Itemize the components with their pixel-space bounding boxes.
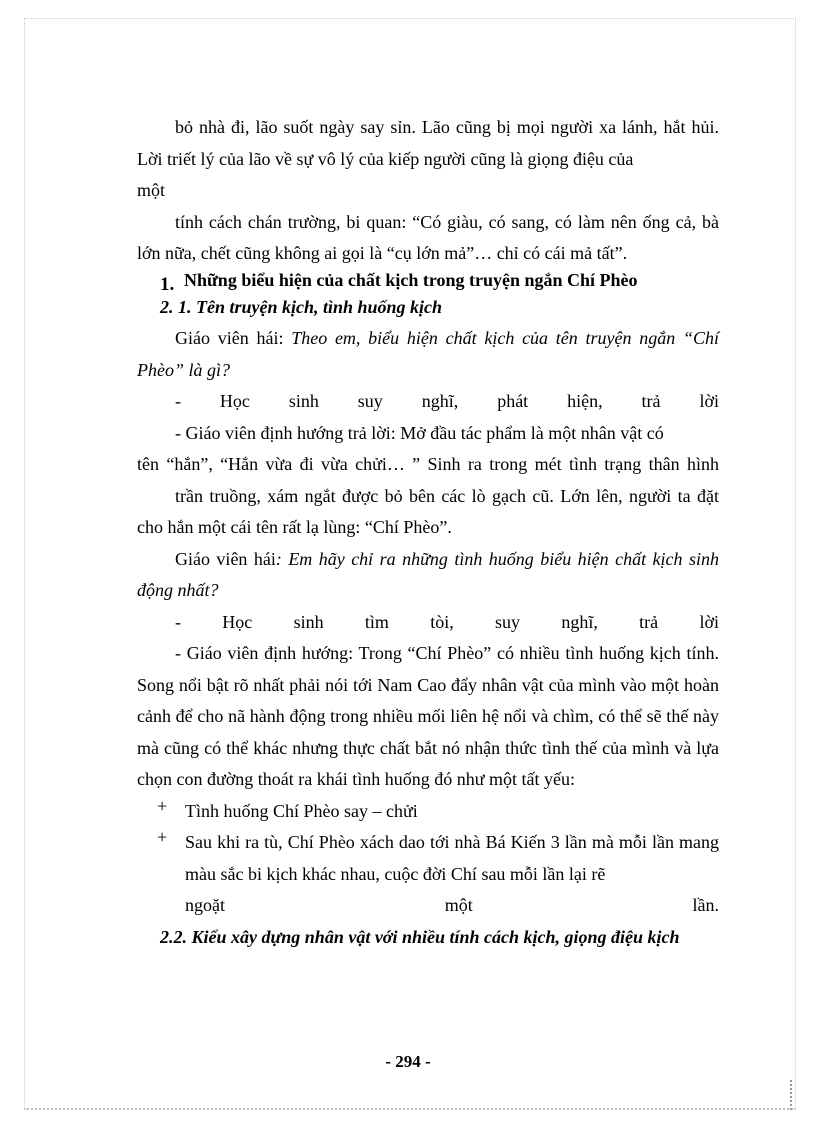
bullet-text-end: ngoặt một lần. (185, 895, 719, 915)
question-text: Theo em, biểu hiện chất kịch của tên truyện ngắn “Chí Phèo” là gì? (137, 328, 720, 380)
paragraph-2: tính cách chán trường, bi quan: “Có giàu, có sang, có làm nên ống cả, bà lớn nữa, chết cũng không ai gọi là “cụ lớn mả”… chỉ có cái mả tất”. (137, 211, 719, 263)
section-heading-1 (160, 269, 719, 295)
page-corner-mark (790, 1080, 800, 1110)
section-number: 1. (160, 273, 175, 295)
bullet-text: Tình huống Chí Phèo say – chửi (185, 800, 418, 821)
student-response-1: - Học sinh suy nghĩ, phát hiện, trả lời (175, 391, 719, 411)
question-label: Giáo viên hái (175, 548, 276, 569)
question-label: Giáo viên hái: (175, 328, 284, 348)
paragraph-1: bỏ nhà đi, lão suốt ngày say sỉn. Lão cũng bị mọi người xa lánh, hắt hủi. Lời triết lý của lão về sự vô lý của kiếp người cũng là giọng điệu của (137, 117, 719, 169)
teacher-answer-2: - Giáo viên định hướng: Trong “Chí Phèo” có nhiều tình huống kịch tính. Song nổi bật rõ nhất phải nói tới Nam Cao đẩy nhân vật của mình vào một hoàn cảnh để cho nã hành động trong nhiều mối liên hệ nổi và chìm, có thể sẽ thế này mà cũng có thể khác nhưng thực chất bắt nó nhận thức tình thế của mình và lựa chọn con đường thoát ra khái tình huống đó như một tất yếu: (137, 643, 719, 789)
teacher-answer-1-line-1: - Giáo viên định hướng trả lời: Mở đầu tác phẩm là một nhân vật có (175, 422, 664, 443)
bullet-item-2 (157, 827, 719, 922)
bullet-item-1 (157, 796, 719, 828)
teacher-answer-1-continued: trần truồng, xám ngắt được bỏ bên các lò gạch cũ. Lớn lên, người ta đặt cho hắn một cái tên rất lạ lùng: “Chí Phèo”. (137, 485, 719, 537)
subsection-heading-2-1: 2. 1. Tên truyện kịch, tình huống kịch (160, 296, 443, 317)
teacher-answer-1-line-2: tên “hắn”, “Hắn vừa đi vừa chửi… ” Sinh ra trong mét tình trạng thân hình (137, 454, 719, 474)
bullet-text: Sau khi ra tù, Chí Phèo xách dao tới nhà Bá Kiến 3 lần mà mỗi lần mang màu sắc bi kịch khác nhau, cuộc đời Chí sau mỗi lần lại rẽ (185, 832, 719, 884)
question-text: : Em hãy chỉ ra những tình huống biểu hiện chất kịch sinh động nhất? (137, 548, 719, 600)
subsection-heading-2-2: 2.2. Kiểu xây dựng nhân vật với nhiều tính cách kịch, giọng điệu kịch (160, 926, 680, 947)
student-response-2: - Học sinh tìm tòi, suy nghĩ, trả lời (175, 611, 719, 632)
teacher-question-2 (137, 544, 719, 607)
teacher-question-1 (137, 323, 719, 386)
bullet-mark: + (157, 795, 168, 816)
section-title: Những biểu hiện của chất kịch trong truyện ngắn Chí Phèo (184, 269, 638, 290)
paragraph-1-end: một (137, 180, 166, 200)
document-body (137, 112, 719, 953)
page-number: - 294 - (385, 1052, 431, 1071)
bullet-mark: + (157, 827, 168, 847)
